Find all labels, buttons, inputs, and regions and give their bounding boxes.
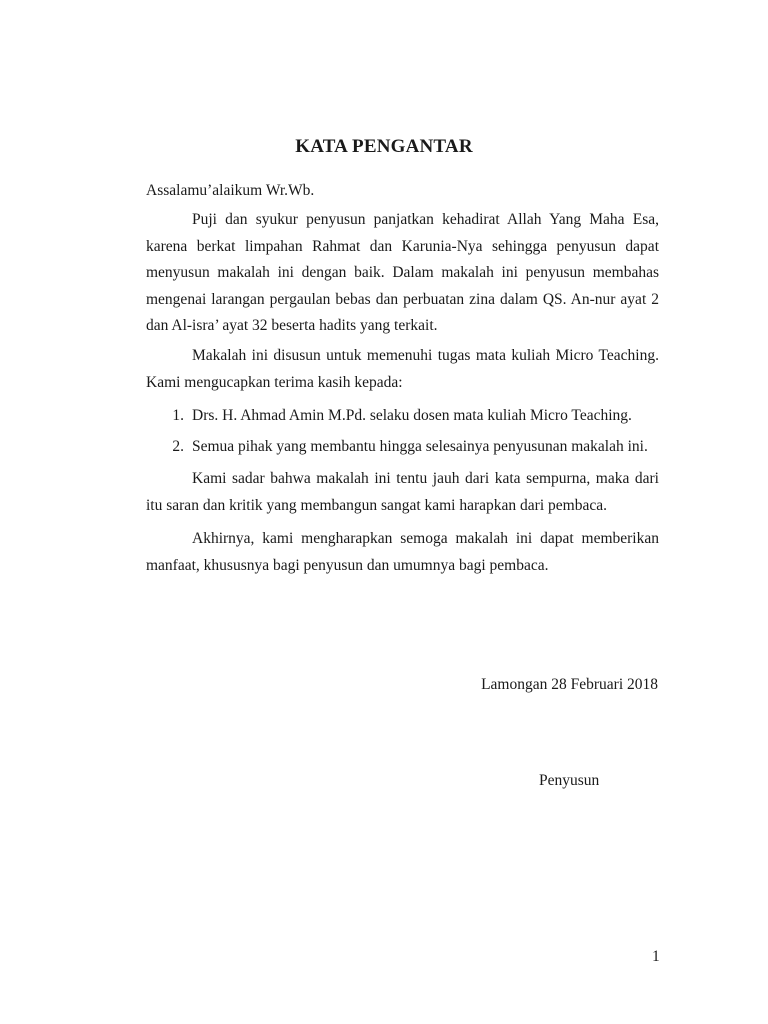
paragraph-closing: Akhirnya, kami mengharapkan semoga makalah ini dapat memberikan manfaat, khususnya bagi penyusun dan umumnya bagi pembaca.	[146, 530, 659, 574]
list-item-text: Semua pihak yang membantu hingga selesainya penyusunan makalah ini.	[192, 438, 648, 455]
list-item-number: 1.	[172, 407, 184, 424]
page-title: KATA PENGANTAR	[295, 136, 473, 157]
page-number: 1	[652, 948, 660, 965]
list-item-number: 2.	[172, 438, 184, 455]
list-item	[146, 403, 632, 430]
paragraph-purpose: Makalah ini disusun untuk memenuhi tugas mata kuliah Micro Teaching. Kami mengucapkan terima kasih kepada:	[146, 347, 659, 391]
place-date: Lamongan 28 Februari 2018	[481, 676, 658, 693]
signature-label: Penyusun	[539, 772, 600, 789]
greeting-text: Assalamu’alaikum Wr.Wb.	[146, 182, 315, 199]
list-item-text: Drs. H. Ahmad Amin M.Pd. selaku dosen mata kuliah Micro Teaching.	[192, 407, 632, 424]
paragraph-intro: Puji dan syukur penyusun panjatkan kehadirat Allah Yang Maha Esa, karena berkat limpahan Rahmat dan Karunia-Nya sehingga penyusun dapat menyusun makalah ini dengan baik. Dalam makalah ini penyusun membahas mengenai larangan pergaulan bebas dan perbuatan zina dalam QS. An-nur ayat 2 dan Al-isra’ ayat 32 beserta hadits yang terkait.	[146, 211, 659, 334]
list-item	[146, 434, 648, 461]
paragraph-apology: Kami sadar bahwa makalah ini tentu jauh dari kata sempurna, maka dari itu saran dan kritik yang membangun sangat kami harapkan dari pembaca.	[146, 470, 659, 514]
